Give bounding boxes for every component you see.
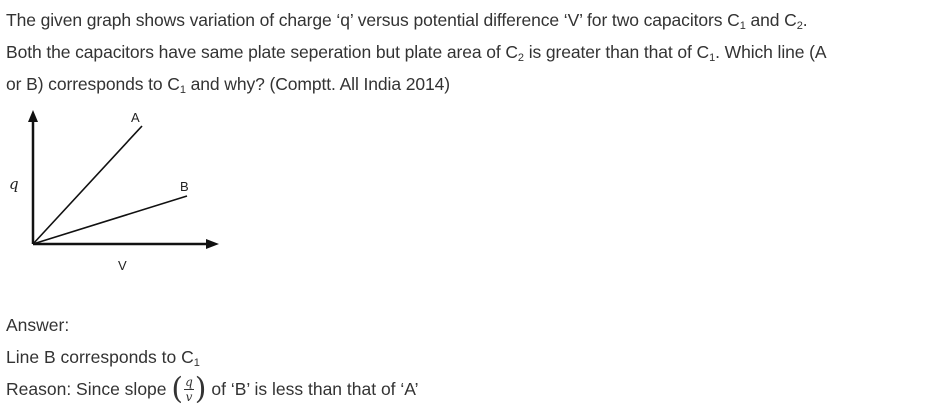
question-line-1-part-a: The given graph shows variation of charge ‘q’ versus potential difference ‘V’ for two capacitors C (6, 10, 740, 30)
x-axis-arrow-icon (206, 239, 219, 249)
question-line-2-part-b: is greater than that of C (523, 42, 710, 62)
answer-heading: Answer: (6, 315, 70, 335)
question-line-2-part-c: . Which line (A (715, 42, 827, 62)
reason-prefix: Reason: Since slope (6, 379, 172, 399)
subscript: 2 (517, 52, 524, 64)
y-axis-label: q (9, 175, 19, 193)
answer-section (6, 309, 944, 405)
subscript: 1 (739, 20, 746, 32)
reason-suffix: of ‘B’ is less than that of ‘A’ (206, 379, 419, 399)
question-line-3-part-a: or B) corresponds to C (6, 74, 180, 94)
question-line-2 (6, 36, 944, 68)
y-axis-arrow-icon (28, 110, 38, 122)
question-line-1-part-c: . (802, 10, 808, 30)
question-line-1-part-b: and C (745, 10, 797, 30)
subscript: 1 (193, 357, 200, 369)
slope-fraction: ( $\frac{q}{v}$ ) (171, 371, 207, 407)
question-line-3-part-b: and why? (Comptt. All India 2014) (185, 74, 450, 94)
question-line-1 (6, 4, 944, 36)
answer-reason (6, 373, 944, 405)
question-line-2-part-a: Both the capacitors have same plate seperation but plate area of C (6, 42, 518, 62)
fraction-denominator: v (185, 390, 193, 405)
x-axis-label: V (118, 258, 127, 273)
subscript: 2 (796, 20, 803, 32)
subscript: 1 (709, 52, 716, 64)
answer-line-1 (6, 341, 944, 373)
q-v-graph (0, 100, 240, 280)
line-a-label: A (131, 110, 140, 125)
subscript: 1 (179, 84, 186, 96)
answer-line-1-text: Line B corresponds to C (6, 347, 194, 367)
line-b-label: B (180, 179, 189, 194)
question-line-3 (6, 68, 944, 100)
fraction-numerator: q (185, 375, 193, 390)
question-text (6, 4, 944, 100)
